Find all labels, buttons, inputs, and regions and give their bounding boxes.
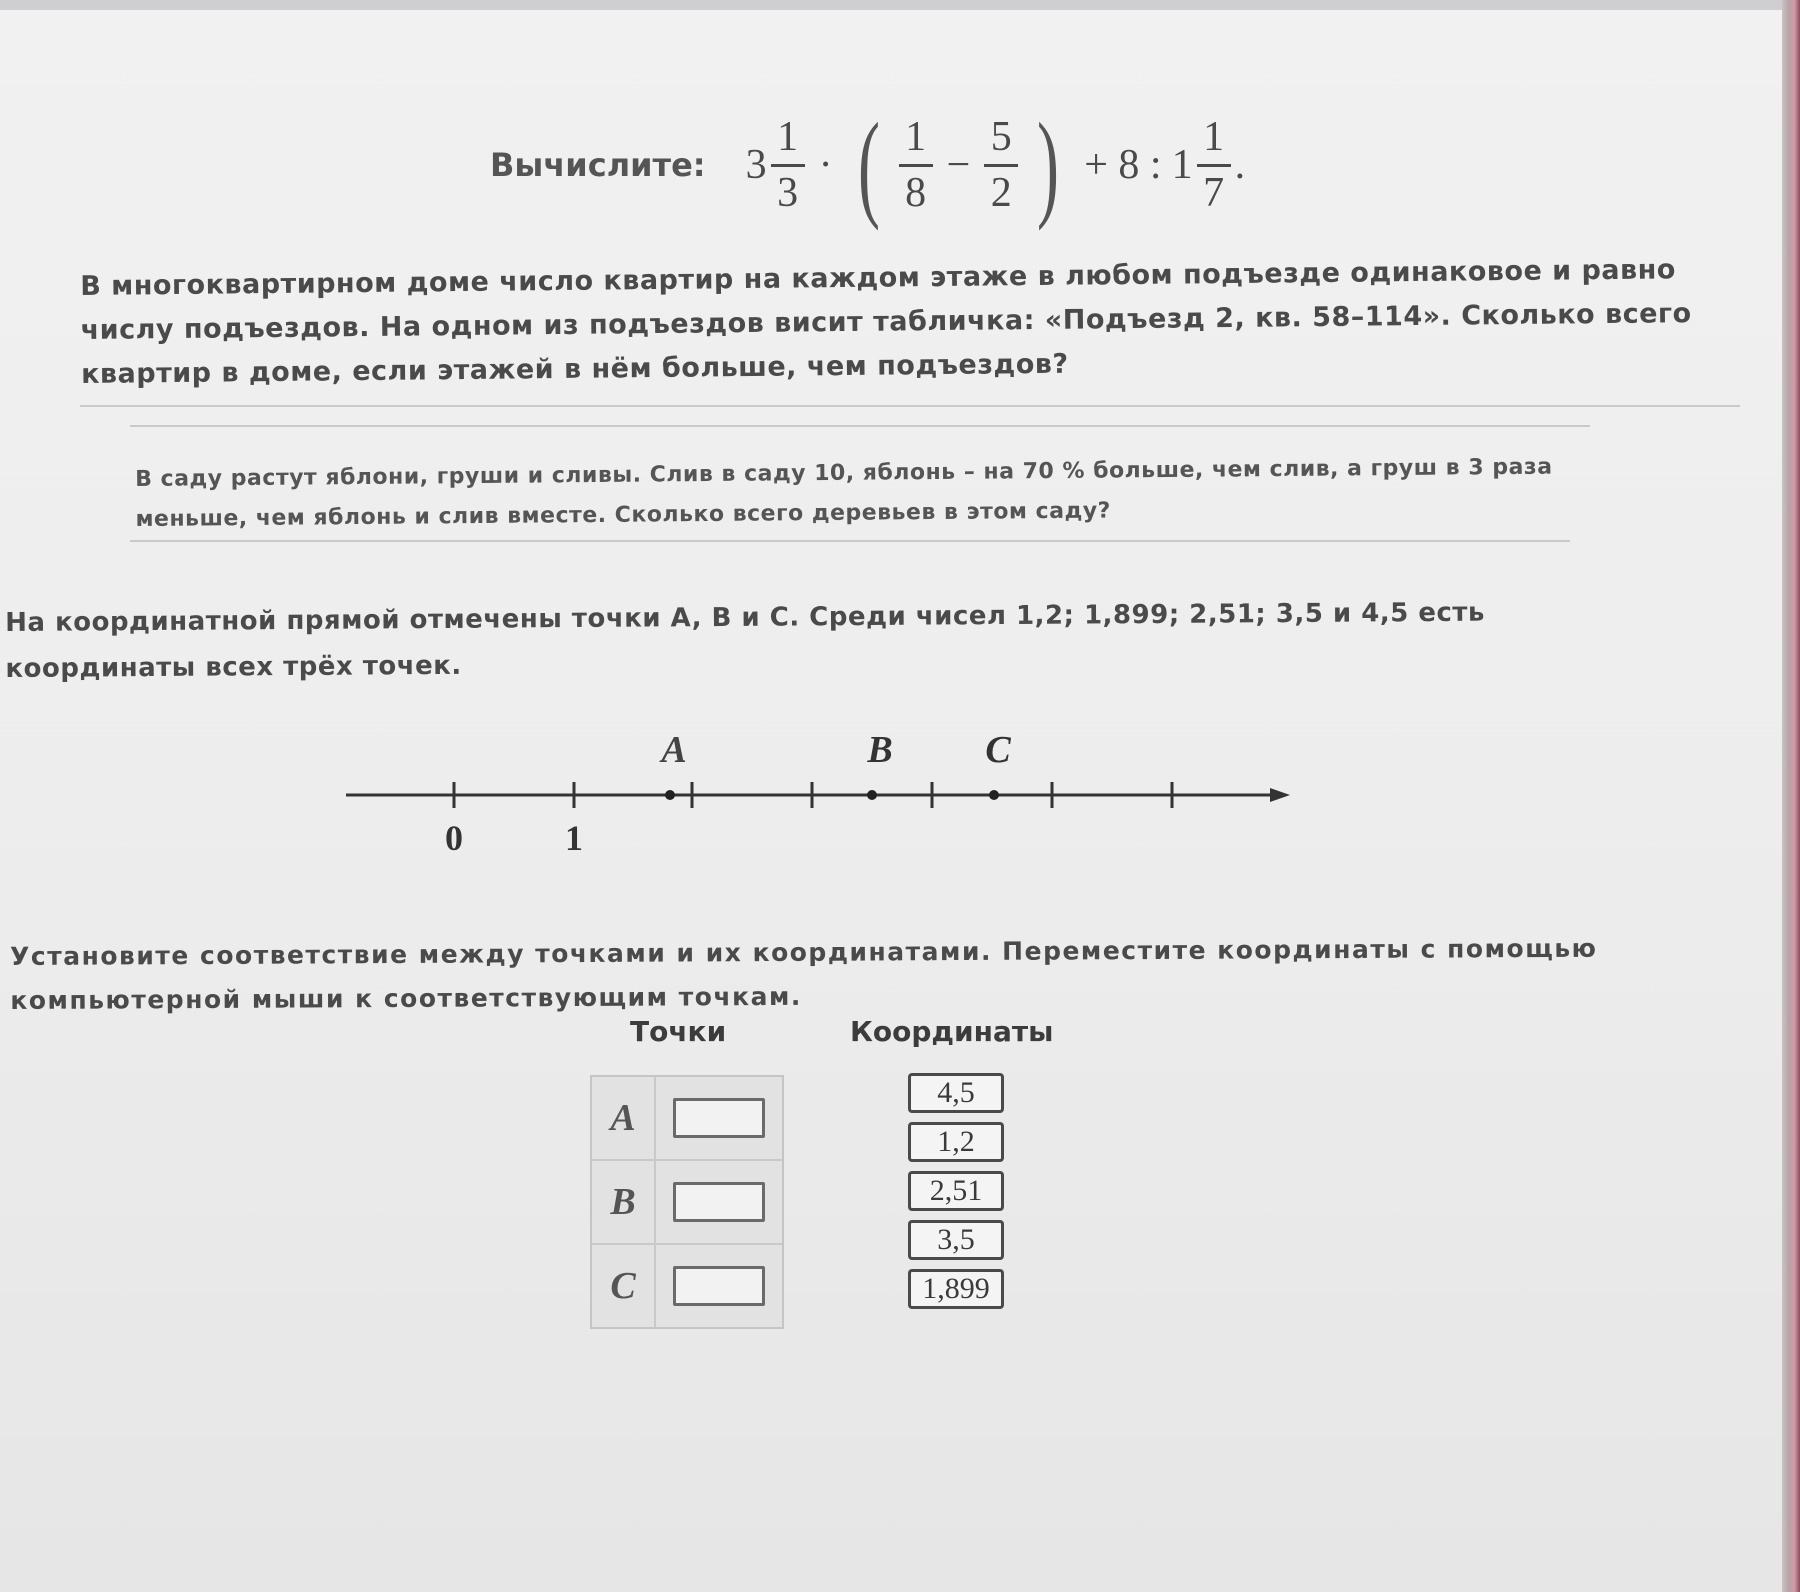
drop-slot-a[interactable] xyxy=(673,1098,765,1138)
task2-text: В многоквартирном доме число квартир на каждом этаже в любом подъезде одинаковое и равно числу подъездов. На одном из подъездов висит табличка: «Подъезд 2, кв. 58–114». Сколько всего квартир в доме, если этажей в нём больше, чем подъездов? xyxy=(80,254,1692,390)
right-paren: ) xyxy=(1037,98,1060,231)
divider xyxy=(130,540,1570,542)
task4-text: На координатной прямой отмечены точки A, B и C. Среди чисел 1,2; 1,899; 2,51; 3,5 и 4,5 есть координаты всех трёх точек. xyxy=(5,597,1485,684)
task1-label: Вычислите: xyxy=(490,146,706,184)
point-b-dot xyxy=(867,790,877,800)
coordinate-chip[interactable]: 2,51 xyxy=(908,1171,1004,1211)
numerator: 1 xyxy=(905,114,927,161)
fraction-bar xyxy=(771,164,805,167)
minus-sign: − xyxy=(946,142,971,188)
fraction-1-7 xyxy=(1197,115,1231,214)
monitor-bezel-edge xyxy=(1782,0,1800,1592)
divider xyxy=(130,425,1590,427)
coordinates-header: Координаты xyxy=(850,1015,1054,1048)
drop-cell xyxy=(656,1245,782,1327)
point-a-label: A xyxy=(661,729,687,771)
number-line-arrow xyxy=(1270,788,1290,802)
denominator: 7 xyxy=(1203,169,1225,216)
coordinate-chip[interactable]: 4,5 xyxy=(908,1073,1004,1113)
drop-cell xyxy=(656,1077,782,1159)
coordinate-chip[interactable]: 1,899 xyxy=(908,1269,1004,1309)
numerator: 1 xyxy=(1203,114,1225,161)
task1-expression xyxy=(490,90,1245,240)
fraction-1-3 xyxy=(771,115,805,214)
fraction-bar xyxy=(899,164,933,167)
point-row-b xyxy=(592,1161,782,1245)
point-row-a xyxy=(592,1077,782,1161)
denominator: 8 xyxy=(905,169,927,216)
fraction-1-8 xyxy=(899,115,933,214)
numerator: 1 xyxy=(777,114,799,161)
tick-label-one: 1 xyxy=(565,818,583,858)
tick-label-zero: 0 xyxy=(445,818,463,858)
points-table xyxy=(590,1075,784,1329)
point-b-label: B xyxy=(867,729,893,771)
point-c-label: C xyxy=(985,729,1011,771)
point-label: C xyxy=(592,1245,656,1327)
expression-end: . xyxy=(1234,142,1246,188)
whole-part-1: 3 xyxy=(745,142,767,188)
fraction-bar xyxy=(1197,164,1231,167)
point-a-dot xyxy=(665,790,675,800)
fraction-5-2 xyxy=(984,115,1018,214)
drop-cell xyxy=(656,1161,782,1243)
points-header: Точки xyxy=(630,1015,727,1048)
point-row-c xyxy=(592,1245,782,1327)
window-top-bar xyxy=(0,0,1782,10)
task-page xyxy=(0,10,1782,1592)
task3-text: В саду растут яблони, груши и сливы. Слив в саду 10, яблонь – на 70 % больше, чем слив, а груш в 3 раза меньше, чем яблонь и слив вместе. Сколько всего деревьев в этом саду? xyxy=(135,454,1553,532)
coordinate-chip[interactable]: 1,2 xyxy=(908,1122,1004,1162)
whole-part-2: 1 xyxy=(1171,142,1193,188)
plus-divide-part: + 8 : xyxy=(1084,142,1162,188)
numerator: 5 xyxy=(990,114,1012,161)
fraction-bar xyxy=(984,164,1018,167)
multiply-sign: · xyxy=(818,142,833,188)
divider xyxy=(80,405,1740,407)
coordinate-chip[interactable]: 3,5 xyxy=(908,1220,1004,1260)
number-line xyxy=(340,710,1300,860)
coordinate-options xyxy=(908,1073,1008,1318)
task4-instruction: Установите соответствие между точками и их координатами. Переместите координаты с помощью компьютерной мыши к соответствующим точкам. xyxy=(10,933,1598,1015)
denominator: 2 xyxy=(990,169,1012,216)
point-label: B xyxy=(592,1161,656,1243)
point-label: A xyxy=(592,1077,656,1159)
left-paren: ( xyxy=(857,98,880,231)
drop-slot-b[interactable] xyxy=(673,1182,765,1222)
drop-slot-c[interactable] xyxy=(673,1266,765,1306)
denominator: 3 xyxy=(777,169,799,216)
point-c-dot xyxy=(989,790,999,800)
